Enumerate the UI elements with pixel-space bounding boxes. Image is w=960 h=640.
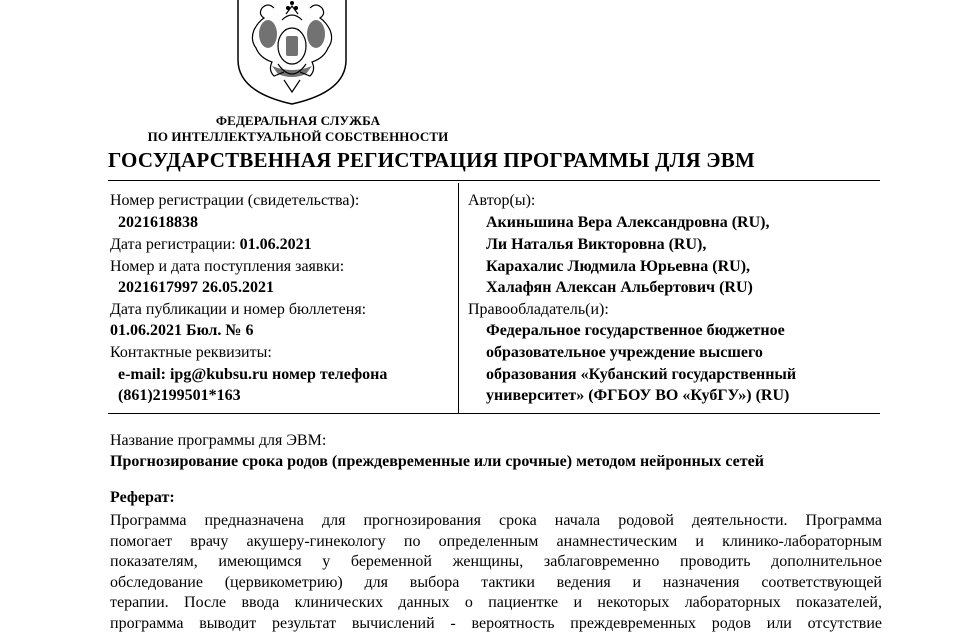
abstract-text [110, 511, 882, 634]
reg-date-label: Дата регистрации: [110, 236, 236, 253]
publication-value: 01.06.2021 Бюл. № 6 [110, 322, 254, 339]
agency-name [120, 113, 476, 145]
author-item: Халафян Алексан Альбертович (RU) [486, 279, 753, 296]
author-item: Карахалис Людмила Юрьевна (RU), [486, 258, 751, 275]
contacts-label: Контактные реквизиты: [110, 344, 272, 361]
holder-line: Федеральное государственное бюджетное [486, 322, 785, 339]
author-item: Ли Наталья Викторовна (RU), [486, 236, 707, 253]
publication-label: Дата публикации и номер бюллетеня: [110, 301, 367, 318]
reg-date-value: 01.06.2021 [239, 236, 312, 253]
application-label: Номер и дата поступления заявки: [110, 258, 345, 275]
holder-line: университет» (ФГБОУ ВО «КубГУ») (RU) [486, 387, 790, 404]
reg-number-value: 2021618838 [118, 214, 198, 231]
application-value: 2021617997 26.05.2021 [118, 279, 274, 296]
holder-line: образовательное учреждение высшего [486, 344, 763, 361]
author-item: Акиньшина Вера Александровна (RU), [486, 214, 770, 231]
abstract-line: показателям, имеющимся у беременной женщины, заблаговременно проводить дополнительное [110, 553, 882, 570]
abstract-label: Реферат: [110, 489, 175, 506]
holder-label: Правообладатель(и): [468, 301, 609, 318]
abstract-line: терапии. После ввода клинических данных о пациентке и некоторых лабораторных показателей, [110, 594, 882, 611]
holder-line: образования «Кубанский государственный [486, 366, 797, 383]
abstract-line: обследование (цервикометрию) для выбора тактики ведения и назначения соответствующей [110, 573, 882, 591]
reg-date-row [110, 235, 312, 255]
bottom-divider [108, 413, 880, 414]
reg-number-label: Номер регистрации (свидетельства): [110, 192, 360, 209]
agency-line-2: ПО ИНТЕЛЛЕКТУАЛЬНОЙ СОБСТВЕННОСТИ [147, 129, 449, 144]
contacts-email-line: e-mail: ipg@kubsu.ru номер телефона [118, 366, 388, 383]
abstract-line: программа выводит результат вычислений - вероятность преждевременных родов или отсутствие [110, 614, 882, 632]
program-name: Прогнозирование срока родов (преждевременные или срочные) методом нейронных сетей [110, 453, 764, 470]
abstract-line: Программа предназначена для прогнозирования срока начала родовой деятельности. Программа [110, 512, 882, 529]
contacts-phone-line: (861)2199501*163 [118, 387, 241, 404]
program-name-label: Название программы для ЭВМ: [110, 432, 327, 449]
agency-line-1: ФЕДЕРАЛЬНАЯ СЛУЖБА [215, 113, 381, 128]
column-divider [458, 183, 459, 413]
authors-label: Автор(ы): [468, 192, 536, 209]
abstract-line: помогает врачу акушеру-гинекологу по определенным анамнестическим и клинико-лабораторным [110, 532, 882, 550]
page-title: ГОСУДАРСТВЕННАЯ РЕГИСТРАЦИЯ ПРОГРАММЫ ДЛЯ ЭВМ [108, 148, 755, 172]
top-divider [108, 180, 880, 181]
coat-of-arms-emblem [228, 0, 356, 105]
